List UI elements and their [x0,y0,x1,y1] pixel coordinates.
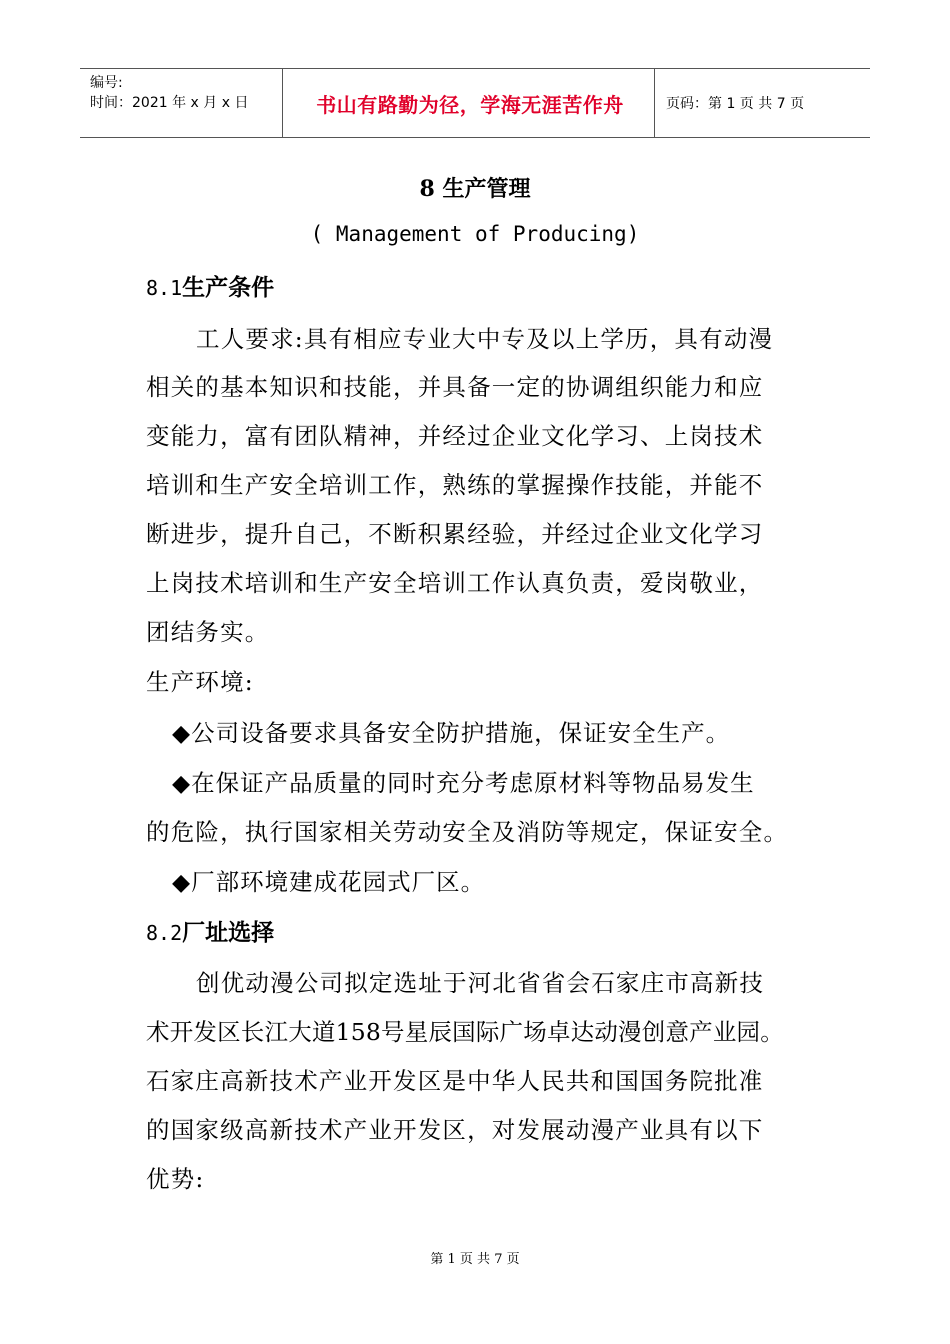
paragraph-line: 工人要求:具有相应专业大中专及以上学历，具有动漫 [196,325,774,353]
paragraph-line: 团结务实。 [146,618,270,646]
section-number: 8.1 [146,276,183,300]
bullet-item: ◆公司设备要求具备安全防护措施，保证安全生产。 [172,719,731,747]
page-footer: 第 1 页 共 7 页 [430,1252,520,1267]
document-title: 8 生产管理 [419,176,531,202]
paragraph-line: 优势: [146,1165,205,1193]
header-page-info: 页码：第 1 页 共 7 页 [666,96,805,112]
time-label: 时间：2021 年 x 月 x 日 [90,95,249,111]
header-divider [654,69,655,137]
section-number: 8.2 [146,921,183,945]
paragraph-line: 上岗技术培训和生产安全培训工作认真负责，爱岗敬业， [146,569,764,597]
paragraph-line: 变能力，富有团队精神，并经过企业文化学习、上岗技术 [146,422,764,450]
number-label: 编号: [90,75,123,91]
environment-label: 生产环境: [146,668,254,696]
paragraph-line: 创优动漫公司拟定选址于河北省省会石家庄市高新技 [196,969,765,997]
document-subtitle: ( Management of Producing) [310,222,640,246]
paragraph-line: 培训和生产安全培训工作，熟练的掌握操作技能，并能不 [146,471,764,499]
paragraph-line: 相关的基本知识和技能，并具备一定的协调组织能力和应 [146,373,764,401]
paragraph-line: 的国家级高新技术产业开发区，对发展动漫产业具有以下 [146,1116,764,1144]
page-header [80,68,870,138]
bullet-item: ◆厂部环境建成花园式厂区。 [172,868,486,896]
section-heading-8-1 [146,269,274,302]
paragraph-line: 断进步，提升自己，不断积累经验，并经过企业文化学习 [146,520,764,548]
section-heading-text: 厂址选择 [182,919,275,946]
header-divider [282,69,283,137]
section-heading-8-2 [146,914,274,947]
paragraph-line: 石家庄高新技术产业开发区是中华人民共和国国务院批准 [146,1067,764,1095]
header-motto: 书山有路勤为径，学海无涯苦作舟 [316,92,624,117]
bullet-item: ◆在保证产品质量的同时充分考虑原材料等物品易发生 [172,769,755,797]
section-heading-text: 生产条件 [182,274,275,301]
paragraph-line: 术开发区长江大道158号星辰国际广场卓达动漫创意产业园。 [146,1018,784,1046]
header-meta [90,73,248,113]
paragraph-line: 的危险，执行国家相关劳动安全及消防等规定，保证安全。 [146,818,789,846]
